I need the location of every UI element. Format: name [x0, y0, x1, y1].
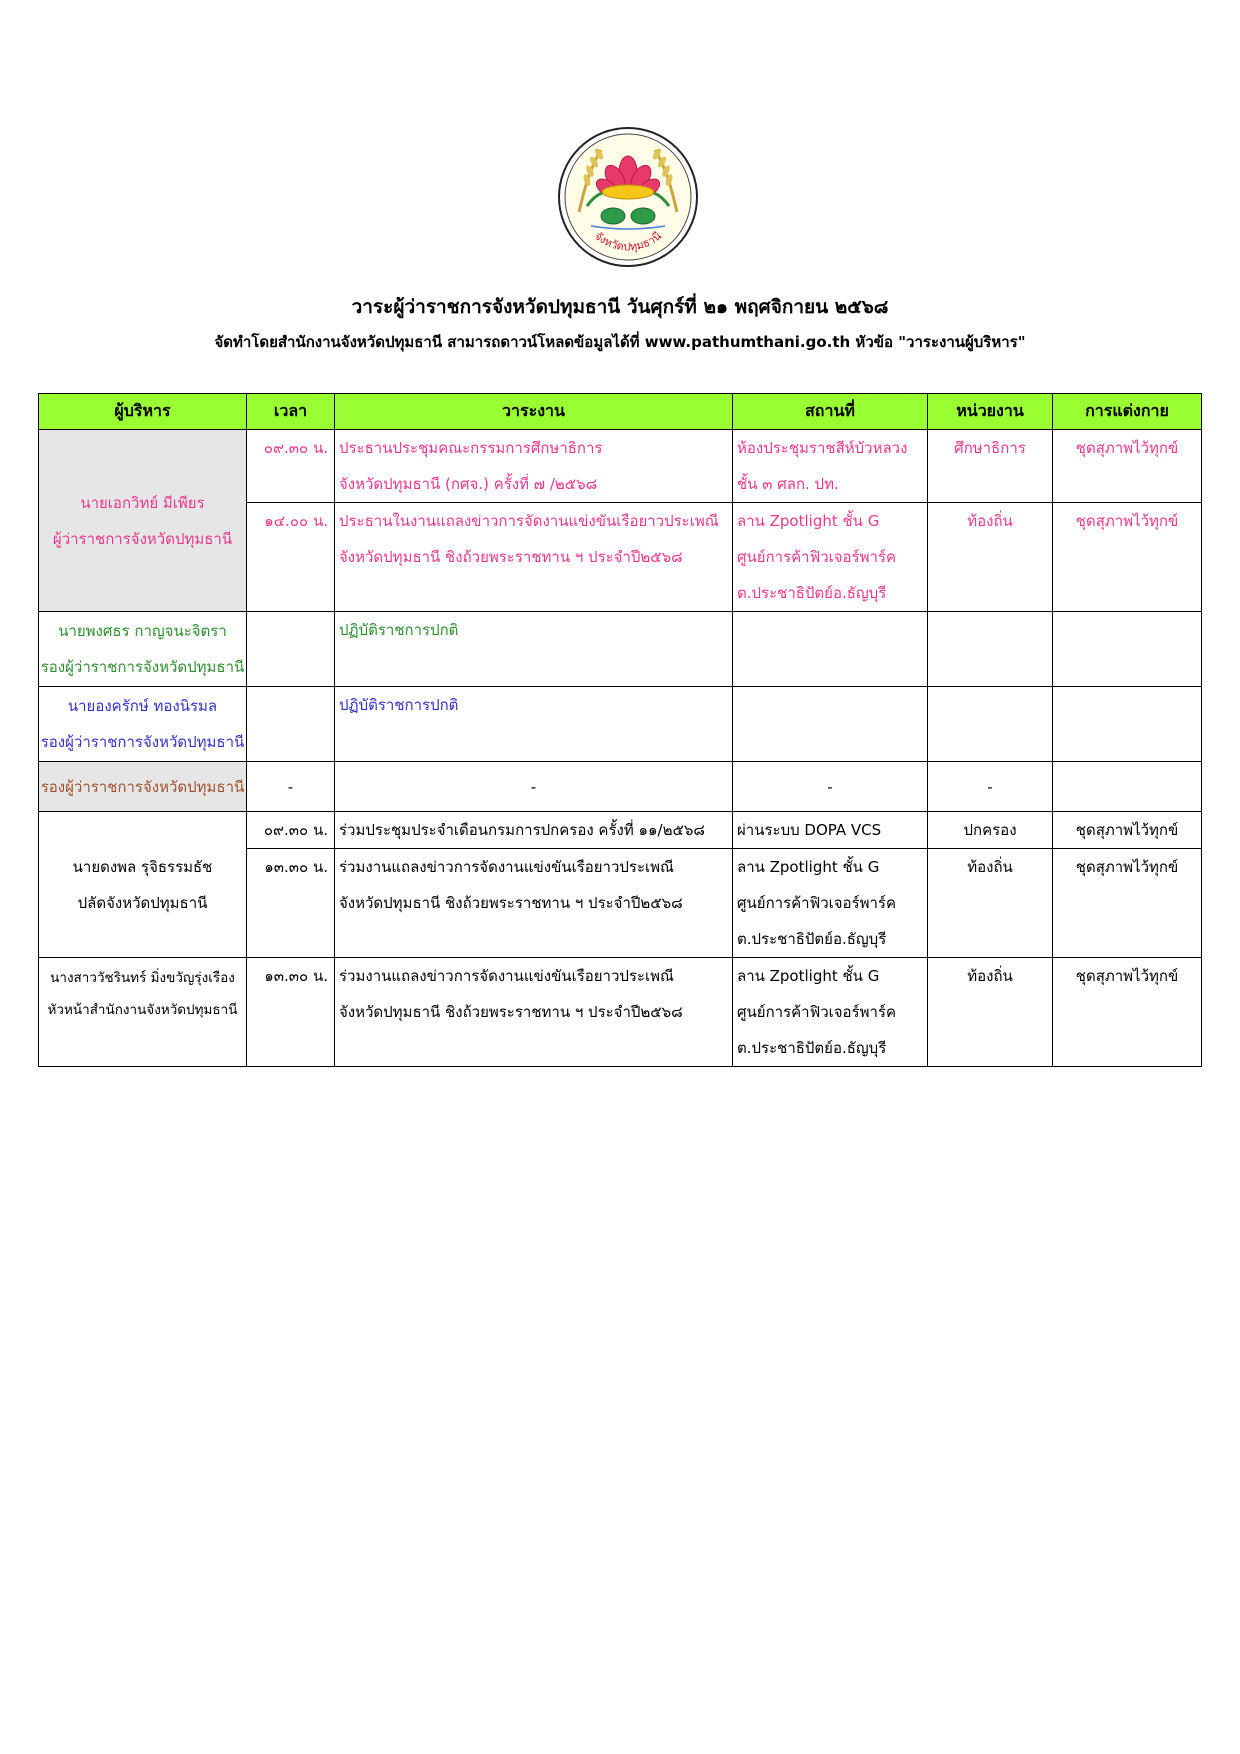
- time-cell: ๐๙.๓๐ น.: [247, 812, 335, 849]
- agency-cell: ท้องถิ่น: [928, 958, 1053, 1067]
- agenda-line: จังหวัดปทุมธานี ชิงถ้วยพระราชทาน ฯ ประจำปี๒๕๖๘: [339, 894, 683, 912]
- agenda-line: ประธานประชุมคณะกรรมการศึกษาธิการ: [339, 439, 603, 457]
- place-line: ลาน Zpotlight ชั้น G: [737, 512, 880, 530]
- executive-title: ผู้ว่าราชการจังหวัดปทุมธานี: [52, 529, 233, 548]
- place-cell: [733, 503, 928, 612]
- time-cell: ๑๓.๓๐ น.: [247, 849, 335, 958]
- dress-cell: ชุดสุภาพไว้ทุกข์: [1053, 849, 1202, 958]
- place-cell: ผ่านระบบ DOPA VCS: [733, 812, 928, 849]
- agenda-cell: ปฏิบัติราชการปกติ: [335, 687, 733, 762]
- executive-cell: [39, 687, 247, 762]
- table-row: [39, 812, 1202, 849]
- table-row: [39, 762, 1202, 812]
- executive-name: นายพงศธร กาญจนะจิตรา: [58, 622, 227, 640]
- header-agenda: วาระงาน: [335, 394, 733, 430]
- schedule-table: [38, 393, 1202, 1067]
- executive-name: นายเอกวิทย์ มีเพียร: [80, 493, 205, 512]
- agenda-cell: [335, 430, 733, 503]
- place-line: ศูนย์การค้าฟิวเจอร์พาร์ค: [737, 548, 897, 566]
- executive-name: นางสาววัชรินทร์ มิ่งขวัญรุ่งเรือง: [50, 970, 235, 986]
- executive-cell: รองผู้ว่าราชการจังหวัดปทุมธานี: [39, 762, 247, 812]
- executive-cell: [39, 430, 247, 612]
- time-cell: [247, 687, 335, 762]
- agenda-cell: ร่วมประชุมประจำเดือนกรมการปกครอง ครั้งที่ ๑๑/๒๕๖๘: [335, 812, 733, 849]
- executive-cell: [39, 812, 247, 958]
- agency-cell: [928, 687, 1053, 762]
- agenda-line: ร่วมงานแถลงข่าวการจัดงานแข่งขันเรือยาวประเพณี: [339, 967, 674, 985]
- table-row: [39, 430, 1202, 503]
- place-line: ลาน Zpotlight ชั้น G: [737, 967, 880, 985]
- place-cell: [733, 612, 928, 687]
- executive-name: นายดงพล รุจิธรรมธัช: [72, 857, 213, 876]
- agenda-cell: [335, 849, 733, 958]
- agenda-line: ประธานในงานแถลงข่าวการจัดงานแข่งขันเรือยาวประเพณี: [339, 512, 719, 530]
- time-cell: ๑๓.๓๐ น.: [247, 958, 335, 1067]
- agenda-cell: [335, 958, 733, 1067]
- executive-title: รองผู้ว่าราชการจังหวัดปทุมธานี: [40, 733, 245, 751]
- dress-cell: ชุดสุภาพไว้ทุกข์: [1053, 503, 1202, 612]
- agency-cell: ท้องถิ่น: [928, 503, 1053, 612]
- executive-title: ปลัดจังหวัดปทุมธานี: [77, 893, 208, 912]
- header-time: เวลา: [247, 394, 335, 430]
- place-cell: [733, 430, 928, 503]
- header-dress: การแต่งกาย: [1053, 394, 1202, 430]
- agency-cell: [928, 612, 1053, 687]
- place-line: ชั้น ๓ ศลก. ปท.: [737, 475, 839, 493]
- agency-cell: -: [928, 762, 1053, 812]
- place-cell: -: [733, 762, 928, 812]
- page-title: วาระผู้ว่าราชการจังหวัดปทุมธานี วันศุกร์ที่ ๒๑ พฤศจิกายน ๒๕๖๘: [351, 296, 889, 318]
- table-row: [39, 687, 1202, 762]
- dress-cell: ชุดสุภาพไว้ทุกข์: [1053, 812, 1202, 849]
- place-line: ศูนย์การค้าฟิวเจอร์พาร์ค: [737, 1003, 897, 1021]
- place-line: ต.ประชาธิปัตย์อ.ธัญบุรี: [737, 930, 887, 948]
- pathumthani-seal-logo: [557, 126, 699, 268]
- place-line: ศูนย์การค้าฟิวเจอร์พาร์ค: [737, 894, 897, 912]
- place-cell: [733, 958, 928, 1067]
- executive-title: รองผู้ว่าราชการจังหวัดปทุมธานี: [40, 658, 245, 676]
- dress-cell: [1053, 687, 1202, 762]
- dress-cell: ชุดสุภาพไว้ทุกข์: [1053, 958, 1202, 1067]
- agency-cell: ปกครอง: [928, 812, 1053, 849]
- time-cell: [247, 612, 335, 687]
- agenda-line: จังหวัดปทุมธานี (กศจ.) ครั้งที่ ๗ /๒๕๖๘: [339, 475, 598, 493]
- executive-name: นายองครักษ์ ทองนิรมล: [67, 697, 218, 715]
- time-cell: -: [247, 762, 335, 812]
- executive-cell: [39, 958, 247, 1067]
- place-line: ห้องประชุมราชสีห์บัวหลวง: [737, 439, 908, 457]
- executive-cell: [39, 612, 247, 687]
- agenda-cell: -: [335, 762, 733, 812]
- header-agency: หน่วยงาน: [928, 394, 1053, 430]
- dress-cell: ชุดสุภาพไว้ทุกข์: [1053, 430, 1202, 503]
- agency-cell: ศึกษาธิการ: [928, 430, 1053, 503]
- executive-title: หัวหน้าสำนักงานจังหวัดปทุมธานี: [47, 1002, 238, 1018]
- dress-cell: [1053, 762, 1202, 812]
- agenda-cell: [335, 503, 733, 612]
- time-cell: ๐๙.๓๐ น.: [247, 430, 335, 503]
- place-line: ต.ประชาธิปัตย์อ.ธัญบุรี: [737, 1039, 887, 1057]
- table-row: [39, 958, 1202, 1067]
- place-line: ลาน Zpotlight ชั้น G: [737, 858, 880, 876]
- agenda-line: จังหวัดปทุมธานี ชิงถ้วยพระราชทาน ฯ ประจำปี๒๕๖๘: [339, 548, 683, 566]
- agenda-line: จังหวัดปทุมธานี ชิงถ้วยพระราชทาน ฯ ประจำปี๒๕๖๘: [339, 1003, 683, 1021]
- page-subtitle: จัดทำโดยสำนักงานจังหวัดปทุมธานี สามารถดาวน์โหลดข้อมูลได้ที่ www.pathumthani.go.th หัวข้อ "วาระงานผู้บริหาร": [214, 333, 1026, 351]
- agenda-line: ร่วมงานแถลงข่าวการจัดงานแข่งขันเรือยาวประเพณี: [339, 858, 674, 876]
- table-header-row: [39, 394, 1202, 430]
- place-cell: [733, 687, 928, 762]
- agency-cell: ท้องถิ่น: [928, 849, 1053, 958]
- agenda-cell: ปฏิบัติราชการปกติ: [335, 612, 733, 687]
- header-place: สถานที่: [733, 394, 928, 430]
- header-executive: ผู้บริหาร: [39, 394, 247, 430]
- time-cell: ๑๔.๐๐ น.: [247, 503, 335, 612]
- place-cell: [733, 849, 928, 958]
- place-line: ต.ประชาธิปัตย์อ.ธัญบุรี: [737, 584, 887, 602]
- dress-cell: [1053, 612, 1202, 687]
- seal-text: จังหวัดปทุมธานี: [592, 229, 664, 254]
- table-row: [39, 612, 1202, 687]
